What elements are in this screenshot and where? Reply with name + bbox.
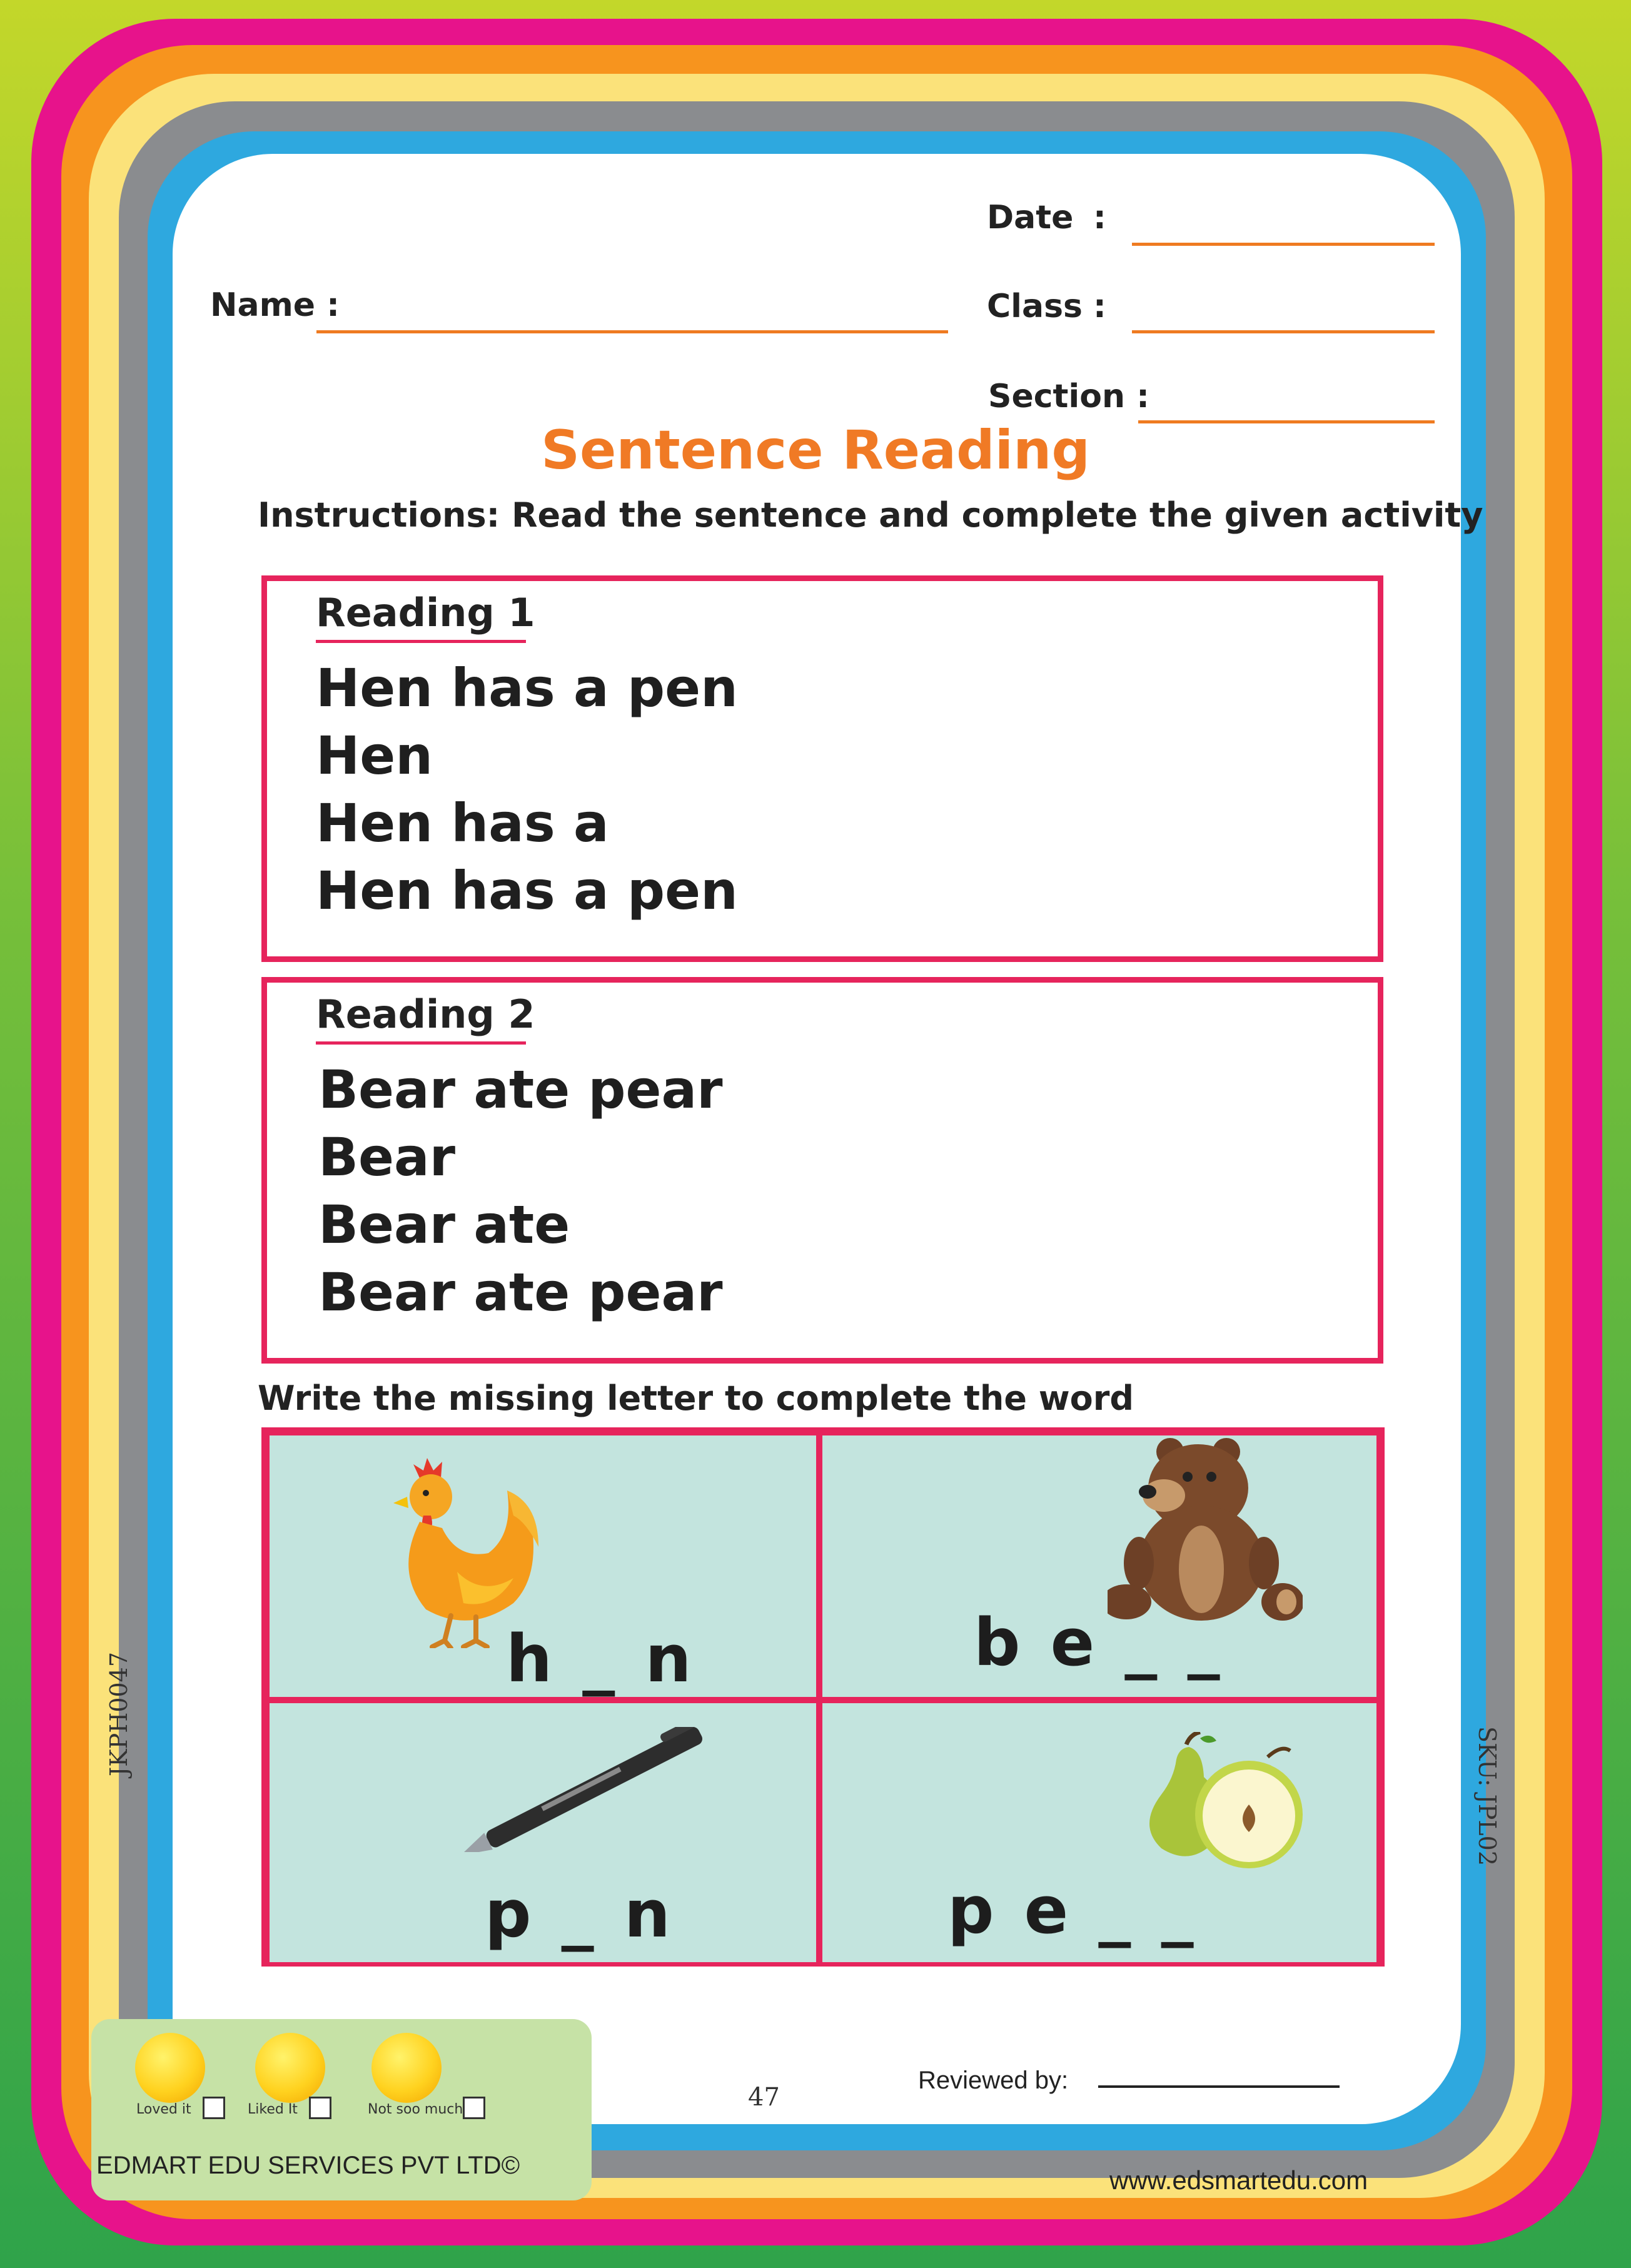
feedback-checkbox-not-much[interactable]	[463, 2097, 485, 2119]
page-number: 47	[748, 2083, 780, 2112]
feedback-label-liked: Liked It	[248, 2102, 298, 2117]
date-label: Date	[987, 199, 1074, 236]
reading-1-line-2: Hen	[316, 725, 433, 786]
pen-icon	[438, 1727, 739, 1852]
reading-1-line-1: Hen has a pen	[316, 657, 738, 719]
activity-heading: Write the missing letter to complete the word	[258, 1379, 1134, 1418]
activity-cell-bear	[822, 1435, 1376, 1697]
reading-1-line-4: Hen has a pen	[316, 860, 738, 921]
reading-1-underline	[316, 640, 526, 643]
class-field[interactable]	[1132, 330, 1435, 333]
feedback-panel	[91, 2019, 592, 2200]
activity-cell-hen	[270, 1435, 816, 1697]
feedback-checkbox-loved[interactable]	[203, 2097, 225, 2119]
feedback-checkbox-liked[interactable]	[309, 2097, 331, 2119]
reading-2-underline	[316, 1041, 526, 1045]
company-name: EDMART EDU SERVICES PVT LTD©	[96, 2152, 520, 2179]
reading-1-line-3: Hen has a	[316, 792, 609, 854]
reading-2-line-4: Bear ate pear	[318, 1262, 723, 1323]
reading-2-box	[261, 977, 1383, 1364]
activity-cell-pen	[270, 1703, 816, 1962]
reading-1-heading: Reading 1	[316, 590, 535, 635]
feedback-label-loved: Loved it	[136, 2102, 191, 2117]
word-pen: p _ n	[485, 1876, 674, 1952]
reviewed-by-label: Reviewed by:	[918, 2067, 1069, 2094]
class-colon: :	[1093, 288, 1106, 325]
feedback-label-not-much: Not soo much	[368, 2102, 463, 2117]
hen-icon	[382, 1453, 545, 1648]
section-label: Section :	[988, 378, 1149, 415]
word-bear: b e _ _	[974, 1604, 1224, 1681]
website-url: www.edsmartedu.com	[1109, 2165, 1368, 2195]
reading-2-line-2: Bear	[318, 1126, 456, 1188]
eye-roll-face-icon	[371, 2033, 442, 2103]
side-code-right: SKU: JPL02	[1473, 1726, 1501, 1866]
reviewed-by-line[interactable]	[1098, 2085, 1340, 2088]
name-field[interactable]	[316, 330, 948, 333]
reading-2-heading: Reading 2	[316, 991, 535, 1037]
activity-cell-pear	[822, 1703, 1376, 1962]
reading-1-box	[261, 575, 1383, 962]
reading-2-line-1: Bear ate pear	[318, 1059, 723, 1120]
pear-icon	[1143, 1732, 1313, 1872]
word-pear: p e _ _	[947, 1872, 1198, 1948]
word-hen: h _ n	[506, 1621, 695, 1697]
instructions: Instructions: Read the sentence and complete the given activity	[258, 495, 1483, 535]
class-label: Class	[987, 288, 1083, 325]
name-label: Name :	[210, 286, 340, 324]
bear-icon	[1108, 1438, 1303, 1624]
date-field[interactable]	[1132, 243, 1435, 246]
smiling-face-icon	[255, 2033, 325, 2103]
side-code-left: JKPH0047	[105, 1651, 133, 1776]
page-title: Sentence Reading	[541, 419, 1090, 482]
activity-grid	[261, 1427, 1385, 1967]
reading-2-line-3: Bear ate	[318, 1194, 570, 1255]
date-colon: :	[1093, 199, 1106, 236]
laughing-face-icon	[135, 2033, 205, 2103]
